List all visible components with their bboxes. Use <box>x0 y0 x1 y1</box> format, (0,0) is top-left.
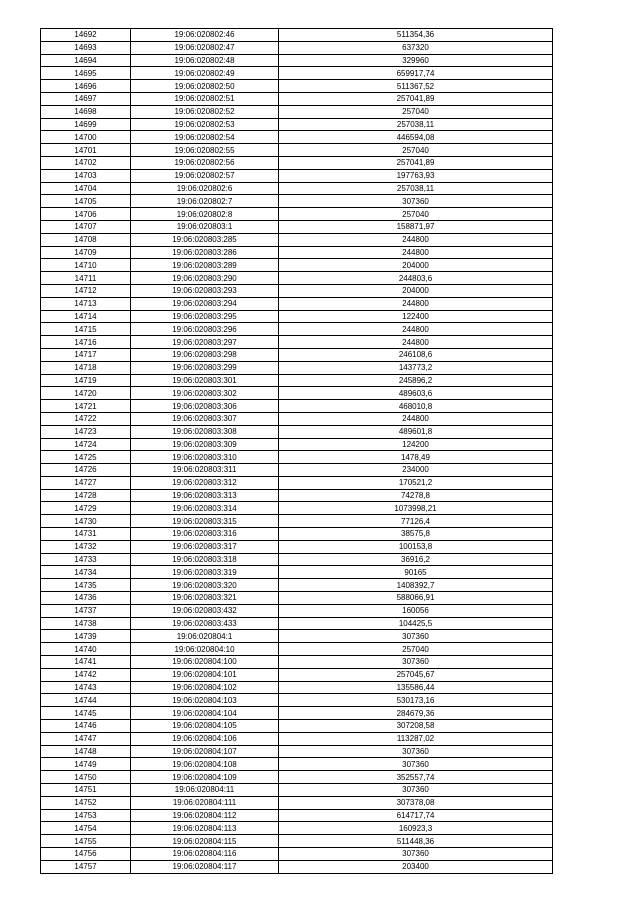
table-row <box>41 489 553 502</box>
table-row <box>41 848 553 861</box>
table-row <box>41 758 553 771</box>
table-row <box>41 464 553 477</box>
row-number-cell: 14697 <box>41 92 131 105</box>
value-cell: 307360 <box>279 195 553 208</box>
cadastral-number-cell: 19:06:020803:301 <box>131 374 279 387</box>
cadastral-number-cell: 19:06:020803:306 <box>131 400 279 413</box>
value-cell: 614717,74 <box>279 809 553 822</box>
table-row <box>41 67 553 80</box>
row-number-cell: 14710 <box>41 259 131 272</box>
table-row <box>41 656 553 669</box>
table-row <box>41 515 553 528</box>
value-cell: 244800 <box>279 233 553 246</box>
cadastral-number-cell: 19:06:020804:111 <box>131 796 279 809</box>
row-number-cell: 14748 <box>41 745 131 758</box>
row-number-cell: 14754 <box>41 822 131 835</box>
row-number-cell: 14701 <box>41 144 131 157</box>
row-number-cell: 14756 <box>41 848 131 861</box>
value-cell: 352557,74 <box>279 771 553 784</box>
row-number-cell: 14755 <box>41 835 131 848</box>
cadastral-value-table <box>40 28 553 874</box>
table-row <box>41 604 553 617</box>
value-cell: 143773,2 <box>279 361 553 374</box>
row-number-cell: 14723 <box>41 425 131 438</box>
row-number-cell: 14711 <box>41 272 131 285</box>
cadastral-number-cell: 19:06:020803:319 <box>131 566 279 579</box>
cadastral-number-cell: 19:06:020804:109 <box>131 771 279 784</box>
value-cell: 204000 <box>279 284 553 297</box>
table-row <box>41 681 553 694</box>
cadastral-number-cell: 19:06:020804:10 <box>131 643 279 656</box>
cadastral-number-cell: 19:06:020803:432 <box>131 604 279 617</box>
value-cell: 659917,74 <box>279 67 553 80</box>
table-row <box>41 476 553 489</box>
cadastral-number-cell: 19:06:020803:286 <box>131 246 279 259</box>
table-row <box>41 105 553 118</box>
cadastral-number-cell: 19:06:020802:52 <box>131 105 279 118</box>
row-number-cell: 14737 <box>41 604 131 617</box>
value-cell: 511367,52 <box>279 80 553 93</box>
value-cell: 74278,8 <box>279 489 553 502</box>
value-cell: 257040 <box>279 643 553 656</box>
value-cell: 307360 <box>279 758 553 771</box>
cadastral-number-cell: 19:06:020804:106 <box>131 732 279 745</box>
table-row <box>41 707 553 720</box>
value-cell: 257041,89 <box>279 156 553 169</box>
value-cell: 124200 <box>279 438 553 451</box>
cadastral-number-cell: 19:06:020804:115 <box>131 835 279 848</box>
cadastral-number-cell: 19:06:020804:104 <box>131 707 279 720</box>
value-cell: 203400 <box>279 860 553 873</box>
cadastral-number-cell: 19:06:020804:103 <box>131 694 279 707</box>
table-row <box>41 822 553 835</box>
cadastral-number-cell: 19:06:020803:318 <box>131 553 279 566</box>
value-cell: 257040 <box>279 208 553 221</box>
value-cell: 530173,16 <box>279 694 553 707</box>
cadastral-number-cell: 19:06:020803:308 <box>131 425 279 438</box>
row-number-cell: 14728 <box>41 489 131 502</box>
cadastral-number-cell: 19:06:020803:290 <box>131 272 279 285</box>
row-number-cell: 14730 <box>41 515 131 528</box>
table-row <box>41 438 553 451</box>
cadastral-number-cell: 19:06:020803:314 <box>131 502 279 515</box>
cadastral-number-cell: 19:06:020802:49 <box>131 67 279 80</box>
value-cell: 329960 <box>279 54 553 67</box>
table-row <box>41 310 553 323</box>
cadastral-number-cell: 19:06:020802:46 <box>131 29 279 42</box>
cadastral-number-cell: 19:06:020802:57 <box>131 169 279 182</box>
cadastral-number-cell: 19:06:020804:102 <box>131 681 279 694</box>
cadastral-number-cell: 19:06:020803:321 <box>131 592 279 605</box>
table-row <box>41 771 553 784</box>
cadastral-number-cell: 19:06:020802:47 <box>131 41 279 54</box>
cadastral-number-cell: 19:06:020803:1 <box>131 220 279 233</box>
value-cell: 1478,49 <box>279 451 553 464</box>
row-number-cell: 14698 <box>41 105 131 118</box>
cadastral-number-cell: 19:06:020803:298 <box>131 348 279 361</box>
value-cell: 245896,2 <box>279 374 553 387</box>
row-number-cell: 14740 <box>41 643 131 656</box>
table-row <box>41 374 553 387</box>
cadastral-number-cell: 19:06:020802:50 <box>131 80 279 93</box>
value-cell: 588066,91 <box>279 592 553 605</box>
cadastral-number-cell: 19:06:020802:55 <box>131 144 279 157</box>
row-number-cell: 14706 <box>41 208 131 221</box>
cadastral-number-cell: 19:06:020804:101 <box>131 668 279 681</box>
cadastral-number-cell: 19:06:020803:289 <box>131 259 279 272</box>
cadastral-number-cell: 19:06:020803:307 <box>131 412 279 425</box>
cadastral-number-cell: 19:06:020802:7 <box>131 195 279 208</box>
cadastral-number-cell: 19:06:020803:320 <box>131 579 279 592</box>
row-number-cell: 14699 <box>41 118 131 131</box>
table-row <box>41 809 553 822</box>
value-cell: 244800 <box>279 297 553 310</box>
table-row <box>41 297 553 310</box>
cadastral-number-cell: 19:06:020804:116 <box>131 848 279 861</box>
value-cell: 307360 <box>279 745 553 758</box>
table-row <box>41 272 553 285</box>
row-number-cell: 14702 <box>41 156 131 169</box>
row-number-cell: 14726 <box>41 464 131 477</box>
table-row <box>41 156 553 169</box>
table-row <box>41 796 553 809</box>
row-number-cell: 14715 <box>41 323 131 336</box>
table-row <box>41 41 553 54</box>
table-row <box>41 540 553 553</box>
value-cell: 307360 <box>279 656 553 669</box>
row-number-cell: 14734 <box>41 566 131 579</box>
row-number-cell: 14721 <box>41 400 131 413</box>
value-cell: 1073998,21 <box>279 502 553 515</box>
cadastral-number-cell: 19:06:020803:302 <box>131 387 279 400</box>
value-cell: 77126,4 <box>279 515 553 528</box>
cadastral-number-cell: 19:06:020803:297 <box>131 336 279 349</box>
row-number-cell: 14694 <box>41 54 131 67</box>
table-row <box>41 246 553 259</box>
table-row <box>41 592 553 605</box>
row-number-cell: 14705 <box>41 195 131 208</box>
cadastral-number-cell: 19:06:020804:117 <box>131 860 279 873</box>
value-cell: 1408392,7 <box>279 579 553 592</box>
table-row <box>41 208 553 221</box>
table-row <box>41 323 553 336</box>
table-row <box>41 284 553 297</box>
value-cell: 489603,6 <box>279 387 553 400</box>
cadastral-number-cell: 19:06:020803:433 <box>131 617 279 630</box>
row-number-cell: 14746 <box>41 720 131 733</box>
row-number-cell: 14739 <box>41 630 131 643</box>
table-row <box>41 784 553 797</box>
cadastral-number-cell: 19:06:020804:113 <box>131 822 279 835</box>
table-row <box>41 195 553 208</box>
cadastral-number-cell: 19:06:020802:6 <box>131 182 279 195</box>
table-row <box>41 80 553 93</box>
row-number-cell: 14692 <box>41 29 131 42</box>
value-cell: 90165 <box>279 566 553 579</box>
value-cell: 170521,2 <box>279 476 553 489</box>
table-row <box>41 259 553 272</box>
value-cell: 257040 <box>279 105 553 118</box>
value-cell: 113287,02 <box>279 732 553 745</box>
row-number-cell: 14718 <box>41 361 131 374</box>
cadastral-number-cell: 19:06:020804:100 <box>131 656 279 669</box>
cadastral-number-cell: 19:06:020803:293 <box>131 284 279 297</box>
row-number-cell: 14751 <box>41 784 131 797</box>
table-row <box>41 451 553 464</box>
cadastral-number-cell: 19:06:020802:53 <box>131 118 279 131</box>
table-row <box>41 643 553 656</box>
row-number-cell: 14731 <box>41 528 131 541</box>
cadastral-number-cell: 19:06:020802:54 <box>131 131 279 144</box>
row-number-cell: 14722 <box>41 412 131 425</box>
row-number-cell: 14725 <box>41 451 131 464</box>
table-row <box>41 118 553 131</box>
cadastral-number-cell: 19:06:020803:316 <box>131 528 279 541</box>
row-number-cell: 14747 <box>41 732 131 745</box>
value-cell: 468010,8 <box>279 400 553 413</box>
value-cell: 637320 <box>279 41 553 54</box>
table-row <box>41 694 553 707</box>
table-row <box>41 336 553 349</box>
table-row <box>41 425 553 438</box>
value-cell: 234000 <box>279 464 553 477</box>
value-cell: 257045,67 <box>279 668 553 681</box>
row-number-cell: 14724 <box>41 438 131 451</box>
table-row <box>41 732 553 745</box>
value-cell: 244803,6 <box>279 272 553 285</box>
row-number-cell: 14720 <box>41 387 131 400</box>
row-number-cell: 14735 <box>41 579 131 592</box>
value-cell: 244800 <box>279 336 553 349</box>
value-cell: 257040 <box>279 144 553 157</box>
row-number-cell: 14750 <box>41 771 131 784</box>
row-number-cell: 14716 <box>41 336 131 349</box>
value-cell: 244800 <box>279 323 553 336</box>
value-cell: 489601,8 <box>279 425 553 438</box>
row-number-cell: 14704 <box>41 182 131 195</box>
cadastral-number-cell: 19:06:020803:317 <box>131 540 279 553</box>
table-row <box>41 29 553 42</box>
cadastral-number-cell: 19:06:020804:112 <box>131 809 279 822</box>
table-row <box>41 566 553 579</box>
value-cell: 135586,44 <box>279 681 553 694</box>
cadastral-number-cell: 19:06:020804:105 <box>131 720 279 733</box>
cadastral-number-cell: 19:06:020803:309 <box>131 438 279 451</box>
table-row <box>41 617 553 630</box>
row-number-cell: 14729 <box>41 502 131 515</box>
value-cell: 446594,08 <box>279 131 553 144</box>
table-row <box>41 169 553 182</box>
cadastral-number-cell: 19:06:020804:108 <box>131 758 279 771</box>
row-number-cell: 14703 <box>41 169 131 182</box>
row-number-cell: 14744 <box>41 694 131 707</box>
table-row <box>41 412 553 425</box>
row-number-cell: 14741 <box>41 656 131 669</box>
table-row <box>41 220 553 233</box>
row-number-cell: 14712 <box>41 284 131 297</box>
value-cell: 244800 <box>279 412 553 425</box>
row-number-cell: 14713 <box>41 297 131 310</box>
value-cell: 307360 <box>279 784 553 797</box>
cadastral-number-cell: 19:06:020802:56 <box>131 156 279 169</box>
table-row <box>41 387 553 400</box>
row-number-cell: 14696 <box>41 80 131 93</box>
table-row <box>41 144 553 157</box>
value-cell: 100153,8 <box>279 540 553 553</box>
value-cell: 257041,89 <box>279 92 553 105</box>
value-cell: 307360 <box>279 848 553 861</box>
row-number-cell: 14714 <box>41 310 131 323</box>
cadastral-number-cell: 19:06:020804:107 <box>131 745 279 758</box>
value-cell: 511354,36 <box>279 29 553 42</box>
row-number-cell: 14757 <box>41 860 131 873</box>
value-cell: 36916,2 <box>279 553 553 566</box>
row-number-cell: 14742 <box>41 668 131 681</box>
value-cell: 244800 <box>279 246 553 259</box>
row-number-cell: 14743 <box>41 681 131 694</box>
table-row <box>41 92 553 105</box>
table-row <box>41 835 553 848</box>
table-row <box>41 400 553 413</box>
cadastral-number-cell: 19:06:020803:311 <box>131 464 279 477</box>
value-cell: 257038,11 <box>279 182 553 195</box>
row-number-cell: 14749 <box>41 758 131 771</box>
table-row <box>41 579 553 592</box>
cadastral-number-cell: 19:06:020803:312 <box>131 476 279 489</box>
value-cell: 307208,58 <box>279 720 553 733</box>
row-number-cell: 14732 <box>41 540 131 553</box>
cadastral-number-cell: 19:06:020803:315 <box>131 515 279 528</box>
row-number-cell: 14707 <box>41 220 131 233</box>
table-row <box>41 553 553 566</box>
value-cell: 307378,08 <box>279 796 553 809</box>
table-row <box>41 182 553 195</box>
value-cell: 104425,5 <box>279 617 553 630</box>
table-body <box>41 29 553 874</box>
table-row <box>41 502 553 515</box>
cadastral-number-cell: 19:06:020802:48 <box>131 54 279 67</box>
cadastral-number-cell: 19:06:020804:1 <box>131 630 279 643</box>
table-row <box>41 630 553 643</box>
value-cell: 204000 <box>279 259 553 272</box>
value-cell: 158871,97 <box>279 220 553 233</box>
row-number-cell: 14695 <box>41 67 131 80</box>
cadastral-number-cell: 19:06:020804:11 <box>131 784 279 797</box>
value-cell: 511448,36 <box>279 835 553 848</box>
table-row <box>41 720 553 733</box>
value-cell: 284679,36 <box>279 707 553 720</box>
cadastral-number-cell: 19:06:020803:285 <box>131 233 279 246</box>
value-cell: 257038,11 <box>279 118 553 131</box>
row-number-cell: 14708 <box>41 233 131 246</box>
row-number-cell: 14752 <box>41 796 131 809</box>
value-cell: 122400 <box>279 310 553 323</box>
cadastral-number-cell: 19:06:020803:294 <box>131 297 279 310</box>
table-row <box>41 233 553 246</box>
cadastral-number-cell: 19:06:020802:51 <box>131 92 279 105</box>
row-number-cell: 14736 <box>41 592 131 605</box>
value-cell: 38575,8 <box>279 528 553 541</box>
table-row <box>41 131 553 144</box>
row-number-cell: 14709 <box>41 246 131 259</box>
cadastral-number-cell: 19:06:020802:8 <box>131 208 279 221</box>
table-row <box>41 745 553 758</box>
value-cell: 160923,3 <box>279 822 553 835</box>
table-row <box>41 348 553 361</box>
cadastral-number-cell: 19:06:020803:313 <box>131 489 279 502</box>
table-row <box>41 54 553 67</box>
value-cell: 197763,93 <box>279 169 553 182</box>
value-cell: 307360 <box>279 630 553 643</box>
table-row <box>41 528 553 541</box>
cadastral-number-cell: 19:06:020803:299 <box>131 361 279 374</box>
row-number-cell: 14717 <box>41 348 131 361</box>
row-number-cell: 14719 <box>41 374 131 387</box>
row-number-cell: 14745 <box>41 707 131 720</box>
table-row <box>41 361 553 374</box>
table-row <box>41 860 553 873</box>
cadastral-number-cell: 19:06:020803:310 <box>131 451 279 464</box>
cadastral-number-cell: 19:06:020803:296 <box>131 323 279 336</box>
table-row <box>41 668 553 681</box>
row-number-cell: 14700 <box>41 131 131 144</box>
row-number-cell: 14738 <box>41 617 131 630</box>
value-cell: 246108,6 <box>279 348 553 361</box>
row-number-cell: 14753 <box>41 809 131 822</box>
row-number-cell: 14727 <box>41 476 131 489</box>
cadastral-number-cell: 19:06:020803:295 <box>131 310 279 323</box>
value-cell: 160056 <box>279 604 553 617</box>
row-number-cell: 14733 <box>41 553 131 566</box>
row-number-cell: 14693 <box>41 41 131 54</box>
